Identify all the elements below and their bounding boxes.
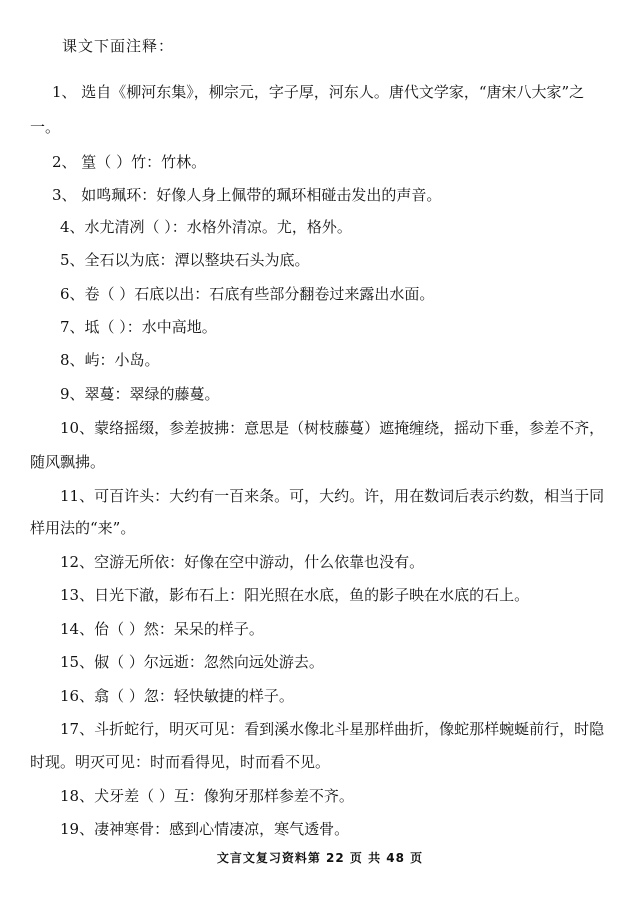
note-3: 3、 如鸣珮环：好像人身上佩带的珮环相碰击发出的声音。 [52,186,442,204]
note-10-line-2: 随风飘拂。 [30,453,106,471]
note-9: 9、翠蔓：翠绿的藤蔓。 [60,385,220,403]
note-10-line-1: 10、蒙络摇缀，参差披拂：意思是（树枝藤蔓）遮掩缠绕，摇动下垂，参差不齐， [60,419,605,437]
note-4: 4、水尤清冽（ ）：水格外清凉。尤，格外。 [60,218,352,236]
note-11-line-1: 11、可百许头：大约有一百来条。可，大约。许，用在数词后表示约数，相当于同 [60,487,605,505]
note-8: 8、屿：小岛。 [60,351,160,369]
section-heading: 课文下面注释： [62,37,175,55]
note-7: 7、坻（ ）：水中高地。 [60,318,217,336]
note-1-line-1: 1、 选自《柳河东集》，柳宗元，字子厚，河东人。唐代文学家，“唐宋八大家”之 [52,83,585,101]
note-12: 12、空游无所依：好像在空中游动，什么依靠也没有。 [60,553,425,571]
note-11-line-2: 样用法的“来”。 [30,519,136,537]
note-19: 19、凄神寒骨：感到心情凄凉，寒气透骨。 [60,820,350,838]
note-6: 6、卷（ ）石底以出：石底有些部分翻卷过来露出水面。 [60,285,435,303]
note-17-line-1: 17、斗折蛇行，明灭可见：看到溪水像北斗星那样曲折，像蛇那样蜿蜒前行，时隐 [60,720,605,738]
note-1-line-2: 一。 [30,118,61,136]
page-footer: 文言文复习资料第 22 页 共 48 页 [216,851,424,865]
note-15: 15、俶（ ）尔远逝：忽然向远处游去。 [60,653,324,671]
note-16: 16、翕（ ）忽：轻快敏捷的样子。 [60,687,294,705]
note-14: 14、佁（ ）然：呆呆的样子。 [60,620,264,638]
note-2: 2、 篁（ ）竹：竹林。 [52,153,207,171]
note-17-line-2: 时现。明灭可见：时而看得见，时而看不见。 [30,753,331,771]
note-13: 13、日光下澈，影布石上：阳光照在水底，鱼的影子映在水底的石上。 [60,586,530,604]
note-5: 5、全石以为底：潭以整块石头为底。 [60,251,310,269]
note-18: 18、犬牙差（ ）互：像狗牙那样参差不齐。 [60,787,354,805]
